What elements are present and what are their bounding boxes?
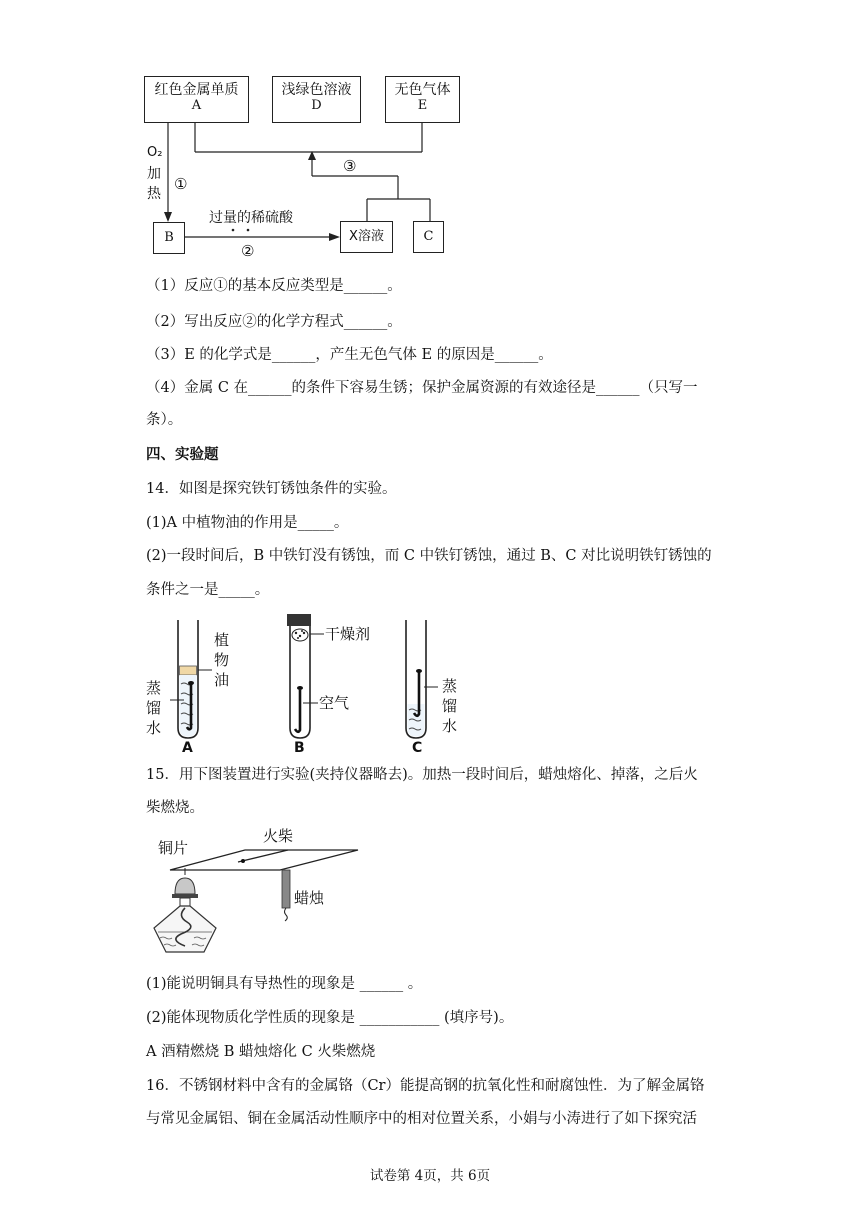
q13-part-1: （1）反应①的基本反应类型是______。 bbox=[146, 278, 402, 294]
oil-label-2: 物 bbox=[214, 651, 230, 669]
tube-c-label: C bbox=[412, 740, 423, 756]
q14-part-2-line-2: 条件之一是_____。 bbox=[146, 582, 270, 598]
box-d-letter: D bbox=[311, 98, 322, 113]
box-e-letter: E bbox=[417, 98, 428, 113]
water-a-label-1: 蒸 bbox=[146, 679, 162, 697]
q15-stem-line-2: 柴燃烧。 bbox=[146, 800, 204, 816]
tube-b-label: B bbox=[294, 740, 305, 756]
q16-line-2: 与常见金属铝、铜在金属活动性顺序中的相对位置关系，小娟与小涛进行了如下探究活 bbox=[146, 1111, 697, 1127]
water-c-label-2: 馏 bbox=[442, 697, 458, 715]
box-c bbox=[413, 221, 444, 253]
oil-label-3: 油 bbox=[214, 671, 230, 689]
test-tubes-drawing bbox=[140, 610, 480, 758]
step-1-label: ① bbox=[174, 175, 188, 193]
box-x bbox=[340, 221, 393, 253]
box-c-letter: C bbox=[423, 229, 434, 244]
q14-part-2-line-1: (2)一段时间后，B 中铁钉没有锈蚀，而 C 中铁钉锈蚀，通过 B、C 对比说明铁钉锈蚀的 bbox=[146, 548, 712, 564]
water-a-label-2: 馏 bbox=[146, 699, 162, 717]
box-e-name: 无色气体 bbox=[394, 82, 451, 98]
box-e bbox=[385, 76, 460, 123]
box-a-letter: A bbox=[191, 98, 202, 113]
page-footer: 试卷第 4页，共 6页 bbox=[369, 1168, 491, 1184]
box-d-name: 浅绿色溶液 bbox=[281, 82, 352, 98]
rust-experiment-figure bbox=[140, 610, 480, 758]
tube-a-label: A bbox=[182, 740, 193, 756]
q13-part-4-line-2: 条）。 bbox=[146, 412, 183, 428]
box-b-letter: B bbox=[164, 230, 174, 245]
q13-part-2: （2）写出反应②的化学方程式______。 bbox=[146, 314, 402, 330]
step-3-label: ③ bbox=[343, 157, 357, 175]
q15-part-2: (2)能体现物质化学性质的现象是 ___________ (填序号)。 bbox=[146, 1010, 514, 1026]
flow-diagram bbox=[0, 0, 860, 270]
match-label: 火柴 bbox=[263, 827, 294, 845]
heat-label-2: 热 bbox=[147, 186, 161, 202]
box-a bbox=[144, 76, 249, 123]
reagent-label: 过量的稀硫酸 bbox=[209, 210, 293, 226]
water-c-label-3: 水 bbox=[442, 717, 458, 735]
q14-part-1: (1)A 中植物油的作用是_____。 bbox=[146, 515, 349, 531]
copper-heat-figure bbox=[140, 828, 370, 963]
heat-label-1: 加 bbox=[147, 166, 161, 182]
box-d bbox=[272, 76, 361, 123]
oil-label-1: 植 bbox=[214, 631, 230, 649]
step-2-label: ② bbox=[241, 242, 255, 260]
q15-part-1: (1)能说明铜具有导热性的现象是 ______ 。 bbox=[146, 976, 423, 992]
q13-part-3: （3）E 的化学式是______，产生无色气体 E 的原因是______。 bbox=[146, 347, 553, 363]
q15-options: A 酒精燃烧 B 蜡烛熔化 C 火柴燃烧 bbox=[146, 1044, 376, 1060]
air-label: 空气 bbox=[319, 694, 350, 712]
copper-label: 铜片 bbox=[158, 839, 189, 857]
water-c-label-1: 蒸 bbox=[442, 677, 458, 695]
q13-part-4-line-1: （4）金属 C 在______的条件下容易生锈；保护金属资源的有效途径是______（只写一 bbox=[146, 380, 698, 396]
o2-label: O₂ bbox=[147, 145, 163, 160]
q14-stem: 14．如图是探究铁钉锈蚀条件的实验。 bbox=[146, 481, 397, 497]
candle-label: 蜡烛 bbox=[294, 889, 325, 907]
water-a-label-3: 水 bbox=[146, 719, 162, 737]
box-b bbox=[153, 222, 185, 254]
desiccant-label: 干燥剂 bbox=[325, 625, 371, 643]
q16-line-1: 16．不锈钢材料中含有的金属铬（Cr）能提高钢的抗氧化性和耐腐蚀性．为了解金属铬 bbox=[146, 1078, 705, 1094]
box-a-name: 红色金属单质 bbox=[154, 82, 239, 98]
q15-stem-line-1: 15．用下图装置进行实验(夹持仪器略去)。加热一段时间后，蜡烛熔化、掉落，之后火 bbox=[146, 767, 698, 783]
box-x-name: X溶液 bbox=[349, 229, 384, 244]
section-title: 四、实验题 bbox=[146, 446, 219, 463]
